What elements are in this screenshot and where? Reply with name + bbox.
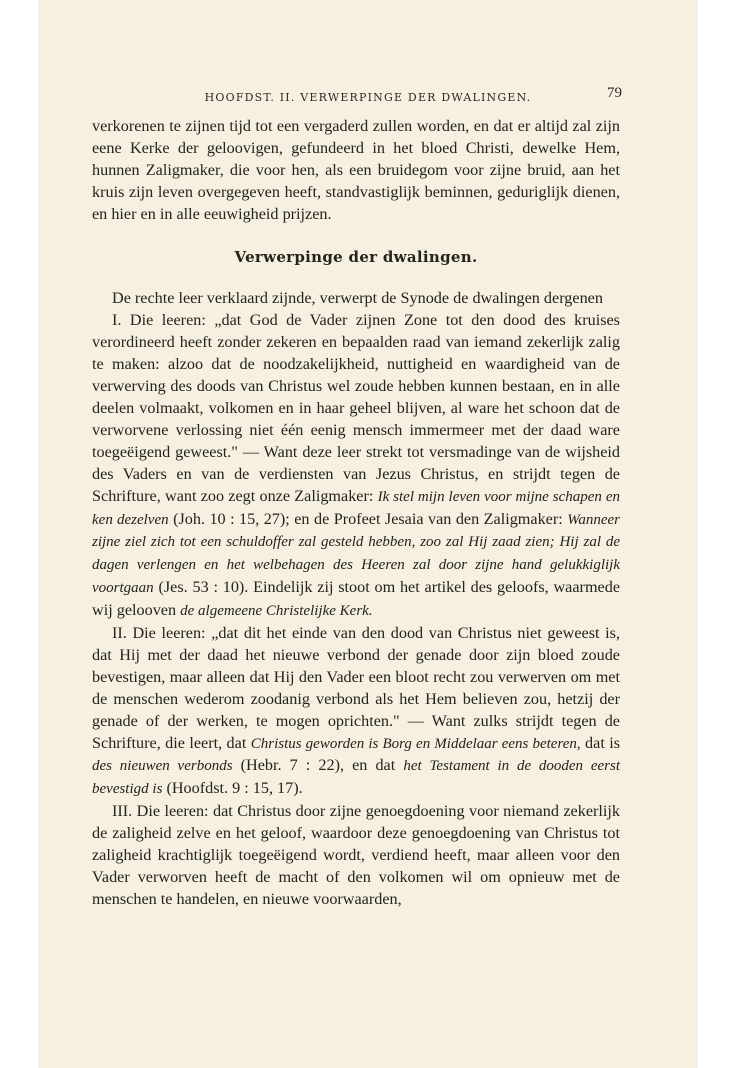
book-page [38, 0, 698, 1068]
article-1-text: I. Die leeren: „dat God de Vader zijnen Zone tot den dood des kruises verordineerd heeft zonder zekeren en bepaalden raad van iemand zekerlijk zalig te maken: alzoo dat de noodzakelijkheid, nuttigheid en waardigheid van de verwerving des doods van Christus wel zoude hebben kunnen bestaan, en in alle deelen volmaakt, volkomen en in haar geheel blijven, al ware het schoon dat de verworvene verlossing niet één eenig mensch immermeer met der daad ware toegeëigend geweest." — Want deze leer strekt tot versmadinge van de wijsheid des Vaders en van de verdiensten van Jezus Christus, en strijdt tegen de Schrifture, want zoo zegt onze Zaligmaker: [92, 311, 620, 505]
article-1-text-conclusion: (Jes. 53 : 10). Eindelijk zij stoot om het artikel des geloofs, waarmede wij gelooven [92, 578, 620, 620]
article-1-quote-church: de algemeene Christelijke Kerk. [180, 603, 373, 620]
body-text [92, 116, 620, 911]
page-header [38, 82, 698, 108]
article-1-quote-isaiah: Wanneer zijne ziel zich tot een schuldoffer zal gesteld hebben, zoo zal Hij zaad zien; Hij zal de dagen verlengen en het welbehagen des Heeren zal door zijne hand gelukkiglijk voortgaan [92, 511, 620, 597]
running-head: HOOFDST. II. VERWERPINGE DER DWALINGEN. [204, 91, 532, 104]
article-3: III. Die leeren: dat Christus door zijne genoegdoening voor niemand zekerlijk de zaligheid zelve en het geloof, waardoor deze genoegdoening van Christus tot zaligheid krachtiglijk toegeëigend wordt, verdiend heeft, maar alleen voor den Vader verworven heeft de macht of den volkomen wil om opnieuw met de menschen te handelen, en nieuwe voorwaarden, [92, 802, 620, 908]
article-2 [92, 623, 620, 801]
article-1-text-reference: (Joh. 10 : 15, 27); en de Profeet Jesaia van den Zaligmaker: [173, 509, 563, 528]
article-2-text: II. Die leeren: „dat dit het einde van den dood van Christus niet geweest is, dat Hij met der daad het nieuwe verbond der genade door zijn bloed zoude bevestigen, maar alleen dat Hij den Vader een bloot recht zou verwerven om met de menschen wederom zoodanig verbond als het Hem believen zou, hetzij der genade of der werken, te mogen oprichten." — Want zulks strijdt tegen de Schrifture, die leert, dat [92, 624, 620, 752]
intro-paragraph: verkorenen te zijnen tijd tot een vergaderd zullen worden, en dat er altijd zal zijn eene Kerke der geloovigen, gefundeerd in het bloed Christi, dewelke Hem, hunnen Zaligmaker, die voor hen, als een bruidegom voor zijne bruid, aan het kruis zijn leven overgegeven heeft, standvastiglijk beminnen, geduriglijk dienen, en hier en in alle eeuwigheid prijzen. [92, 117, 620, 223]
article-2-text-chapter: (Hoofdst. 9 : 15, 17). [166, 779, 303, 798]
article-2-quote-covenant: des nieuwen verbonds [92, 758, 233, 775]
article-2-quote-mediator: Christus geworden is Borg en Middelaar eens beteren, [250, 735, 581, 752]
article-2-quote-testament: het Testament in de dooden eerst bevestigd is [92, 758, 621, 798]
section-title: Verwerpinge der dwalingen. [234, 247, 478, 266]
article-1-quote-john: Ik stel mijn leven voor mijne schapen en ken dezelven [92, 488, 621, 528]
section-intro: De rechte leer verklaard zijnde, verwerpt de Synode de dwalingen dergenen [112, 289, 603, 308]
article-2-text-link: dat is [585, 733, 621, 752]
page-number: 79 [607, 85, 622, 101]
article-1 [92, 310, 620, 623]
article-2-text-reference: (Hebr. 7 : 22), en dat [240, 756, 396, 775]
